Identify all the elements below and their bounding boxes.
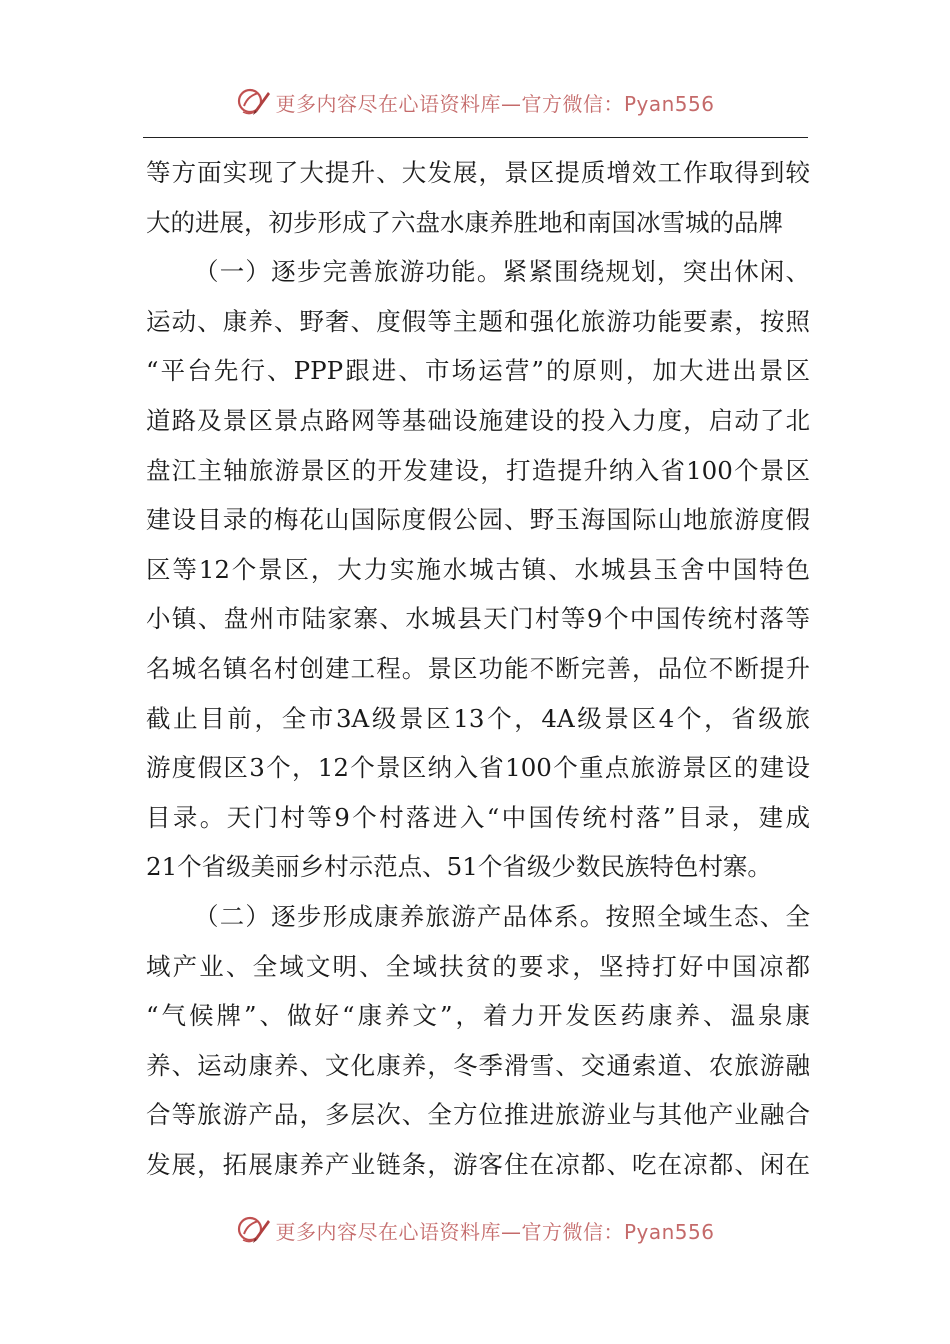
- body-line: 运动、康养、野奢、度假等主题和强化旅游功能要素，按照: [146, 306, 810, 336]
- body-line: 目录。天门村等9个村落进入“中国传统村落”目录，建成: [146, 802, 810, 832]
- body-line: 名城名镇名村创建工程。景区功能不断完善，品位不断提升: [146, 653, 810, 683]
- document-body: [146, 148, 810, 1189]
- body-line: “气候牌”、做好“康养文”，着力开发医药康养、温泉康: [146, 1001, 810, 1031]
- body-line: 区等12个景区，大力实施水城古镇、水城县玉舍中国特色: [146, 554, 810, 584]
- header-banner-text: 更多内容尽在心语资料库—官方微信：Pyan556: [275, 91, 715, 116]
- body-line: 游度假区3个，12个景区纳入省100个重点旅游景区的建设: [146, 753, 810, 783]
- footer-banner-text: 更多内容尽在心语资料库—官方微信：Pyan556: [275, 1219, 715, 1244]
- section-heading-line: （二）逐步形成康养旅游产品体系。按照全域生态、全: [194, 901, 810, 931]
- footer-banner-content: [235, 1212, 714, 1248]
- body-line: “平台先行、PPP跟进、市场运营”的原则，加大进出景区: [146, 356, 810, 386]
- body-line: 合等旅游产品，多层次、全方位推进旅游业与其他产业融合: [146, 1100, 810, 1130]
- pen-seal-icon: [235, 84, 271, 120]
- body-line: 小镇、盘州市陆家寨、水城县天门村等9个中国传统村落等: [146, 604, 810, 634]
- body-line: 养、运动康养、文化康养，冬季滑雪、交通索道、农旅游融: [146, 1050, 810, 1080]
- pen-seal-icon: [235, 1212, 271, 1248]
- body-line: 道路及景区景点路网等基础设施建设的投入力度，启动了北: [146, 405, 810, 435]
- body-line: 截止目前，全市3A级景区13个，4A级景区4个，省级旅: [146, 703, 810, 733]
- header-divider: [143, 137, 808, 138]
- body-line: 21个省级美丽乡村示范点、51个省级少数民族特色村寨。: [146, 852, 772, 882]
- body-line: 建设目录的梅花山国际度假公园、野玉海国际山地旅游度假: [146, 505, 810, 535]
- footer-banner: [0, 1208, 950, 1252]
- body-line: 盘江主轴旅游景区的开发建设，打造提升纳入省100个景区: [146, 455, 810, 485]
- body-line: 等方面实现了大提升、大发展，景区提质增效工作取得到较: [146, 158, 810, 187]
- header-banner-content: [235, 84, 714, 120]
- body-line: 大的进展，初步形成了六盘水康养胜地和南国冰雪城的品牌: [146, 207, 783, 237]
- section-heading-line: （一）逐步完善旅游功能。紧紧围绕规划，突出休闲、: [194, 257, 810, 287]
- header-banner: [0, 80, 950, 124]
- body-line: 域产业、全域文明、全域扶贫的要求，坚持打好中国凉都: [146, 951, 810, 981]
- body-line: 发展，拓展康养产业链条，游客住在凉都、吃在凉都、闲在: [146, 1149, 810, 1179]
